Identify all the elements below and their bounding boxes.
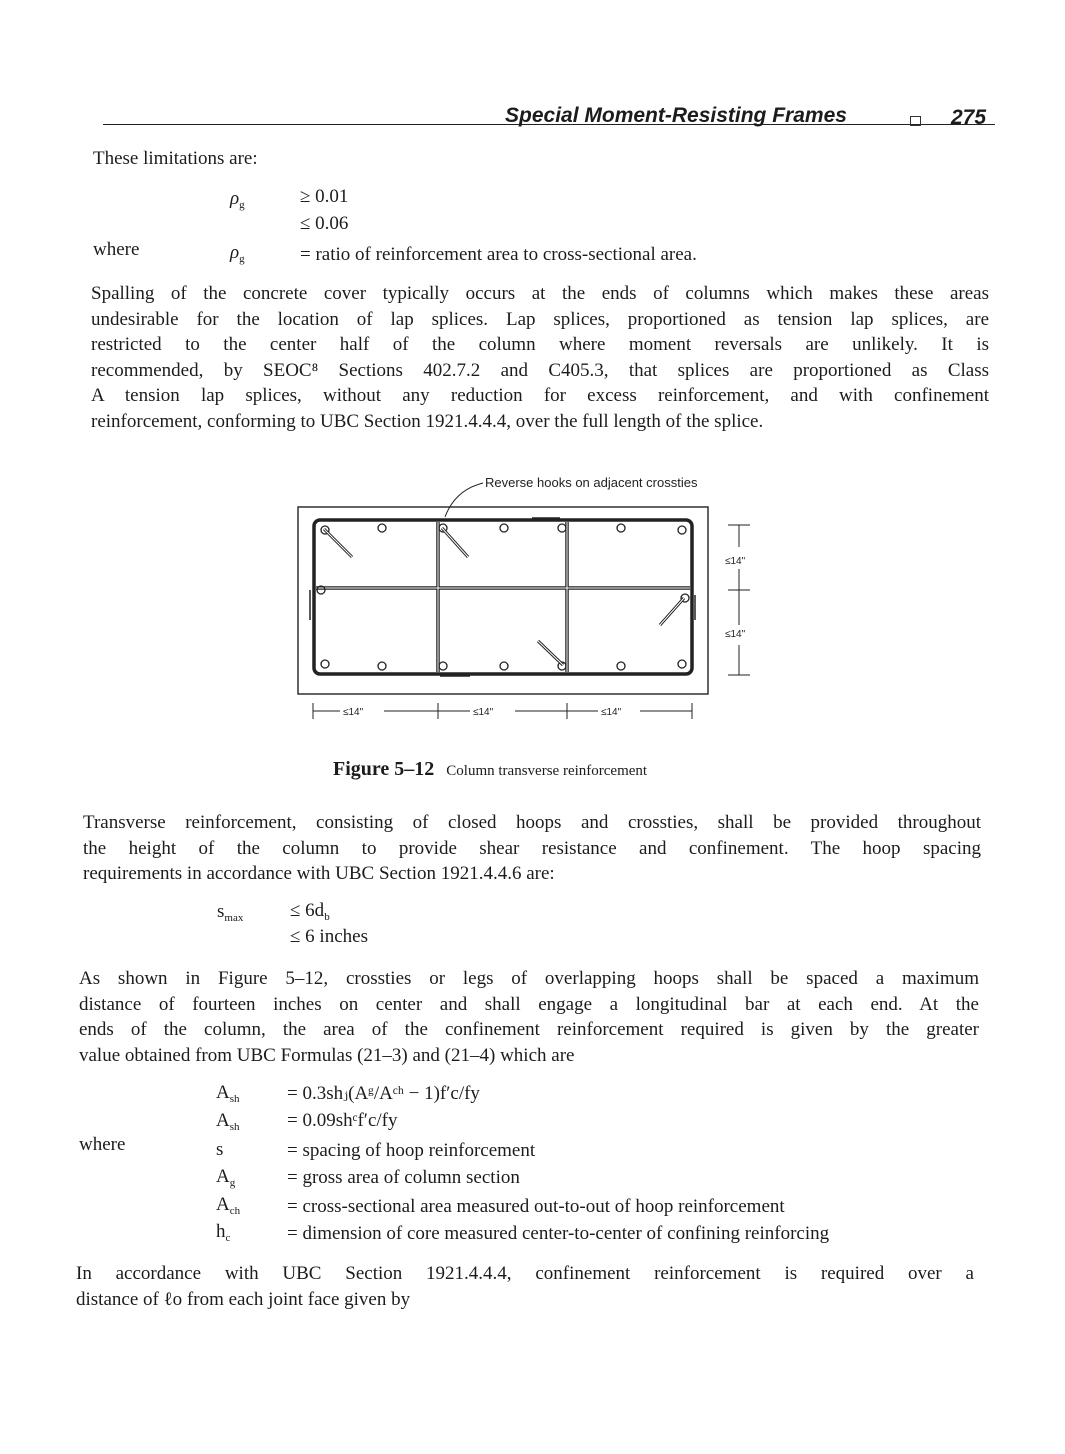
definition-ach: = cross-sectional area measured out-to-out of hoop reinforcement bbox=[287, 1196, 785, 1217]
formula-symbol: s bbox=[216, 1139, 224, 1160]
formula-symbol: $A_{ch}$ bbox=[216, 1194, 241, 1217]
formula-ash-1: = 0.3shⱼ(Aᵍ/Aᶜʰ − 1)f′c/fy bbox=[287, 1083, 480, 1104]
callout-leader bbox=[445, 483, 483, 517]
s-max-symbol: $s_{max}$ bbox=[217, 901, 244, 924]
para1-line: restricted to the center half of the column where moment reversals are unlikely. It is bbox=[91, 334, 989, 355]
para3-line: ends of the column, the area of the confinement reinforcement required is given by the greater bbox=[79, 1019, 979, 1040]
para3-line: As shown in Figure 5–12, crossties or legs of overlapping hoops shall be spaced a maximum bbox=[79, 968, 979, 989]
figure-caption bbox=[333, 758, 647, 781]
column-reinforcement-figure bbox=[280, 465, 780, 730]
caption-text: Column transverse reinforcement bbox=[446, 763, 648, 779]
para3-line: value obtained from UBC Formulas (21–3) and (21–4) which are bbox=[79, 1044, 575, 1066]
para1-line: reinforcement, conforming to UBC Section 1921.4.4.4, over the full length of the splice. bbox=[91, 410, 764, 432]
definition-hc: = dimension of core measured center-to-center of confining reinforcing bbox=[287, 1223, 830, 1244]
paragraph-crossties bbox=[79, 966, 979, 1068]
definition-s: = spacing of hoop reinforcement bbox=[287, 1140, 536, 1161]
dimension-label: ≤14" bbox=[601, 707, 622, 718]
paragraph-transverse bbox=[83, 810, 981, 887]
para3-line: distance of fourteen inches on center and shall engage a longitudinal bar at each end. At the bbox=[79, 993, 979, 1015]
para4-line: In accordance with UBC Section 1921.4.4.4, confinement reinforcement is required over a bbox=[76, 1263, 974, 1284]
page-number: 275 bbox=[951, 106, 987, 129]
rho-g-definition: = ratio of reinforcement area to cross-sectional area. bbox=[300, 244, 697, 265]
perimeter-hoop bbox=[314, 520, 692, 674]
rho-g-symbol: $\rho_g$ bbox=[230, 188, 245, 211]
horizontal-dimension bbox=[313, 703, 692, 719]
dimension-label: ≤14" bbox=[473, 707, 494, 718]
hook-extensions bbox=[324, 528, 684, 665]
where-label: where bbox=[93, 239, 140, 260]
longitudinal-bars bbox=[317, 524, 689, 670]
rho-g-symbol-def: $\rho_g$ bbox=[230, 242, 245, 265]
para1-line: A tension lap splices, without any reduction for excess reinforcement, and with confinement bbox=[91, 385, 989, 406]
paragraph-confinement bbox=[76, 1261, 974, 1312]
formula-symbol: $A_{sh}$ bbox=[216, 1082, 240, 1105]
spacing-limit-db: ≤ $6d_b$ bbox=[290, 900, 330, 923]
header-separator-box bbox=[910, 116, 921, 126]
dimension-label: ≤14" bbox=[725, 556, 746, 567]
column-outline bbox=[298, 507, 708, 694]
para2-line: requirements in accordance with UBC Section 1921.4.4.6 are: bbox=[83, 863, 555, 884]
caption-number: Figure 5–12 bbox=[333, 758, 435, 780]
limit-min: ≥ 0.01 bbox=[300, 186, 349, 207]
running-header-title: Special Moment-Resisting Frames bbox=[505, 104, 847, 127]
para4-line: distance of ℓo from each joint face given by bbox=[76, 1288, 411, 1310]
formula-symbol: $A_{sh}$ bbox=[216, 1110, 240, 1133]
intro-text: These limitations are: bbox=[93, 148, 258, 169]
para1-line: undesirable for the location of lap splices. Lap splices, proportioned as tension lap splices, are bbox=[91, 308, 989, 330]
formula-ash-2: = 0.09shᶜf′c/fy bbox=[287, 1110, 398, 1131]
formula-symbol: $h_c$ bbox=[216, 1221, 231, 1244]
para1-line: Spalling of the concrete cover typically occurs at the ends of columns which makes these areas bbox=[91, 283, 989, 304]
dimension-label: ≤14" bbox=[725, 629, 746, 640]
para1-line: recommended, by SEOC⁸ Sections 402.7.2 and C405.3, that splices are proportioned as Class bbox=[91, 359, 989, 381]
formula-symbol: $A_g$ bbox=[216, 1166, 236, 1189]
para2-line: the height of the column to provide shear resistance and confinement. The hoop spacing bbox=[83, 837, 981, 859]
dimension-label: ≤14" bbox=[343, 707, 364, 718]
paragraph-splices bbox=[91, 281, 989, 434]
limit-max: ≤ 0.06 bbox=[300, 213, 349, 234]
vertical-dimension bbox=[728, 525, 750, 675]
callout-label: Reverse hooks on adjacent crossties bbox=[485, 475, 698, 490]
definition-ag: = gross area of column section bbox=[287, 1167, 520, 1188]
para2-line: Transverse reinforcement, consisting of closed hoops and crossties, shall be provided throughout bbox=[83, 812, 981, 833]
where-label-2: where bbox=[79, 1134, 126, 1155]
spacing-limit-inches: ≤ 6 inches bbox=[290, 926, 368, 947]
